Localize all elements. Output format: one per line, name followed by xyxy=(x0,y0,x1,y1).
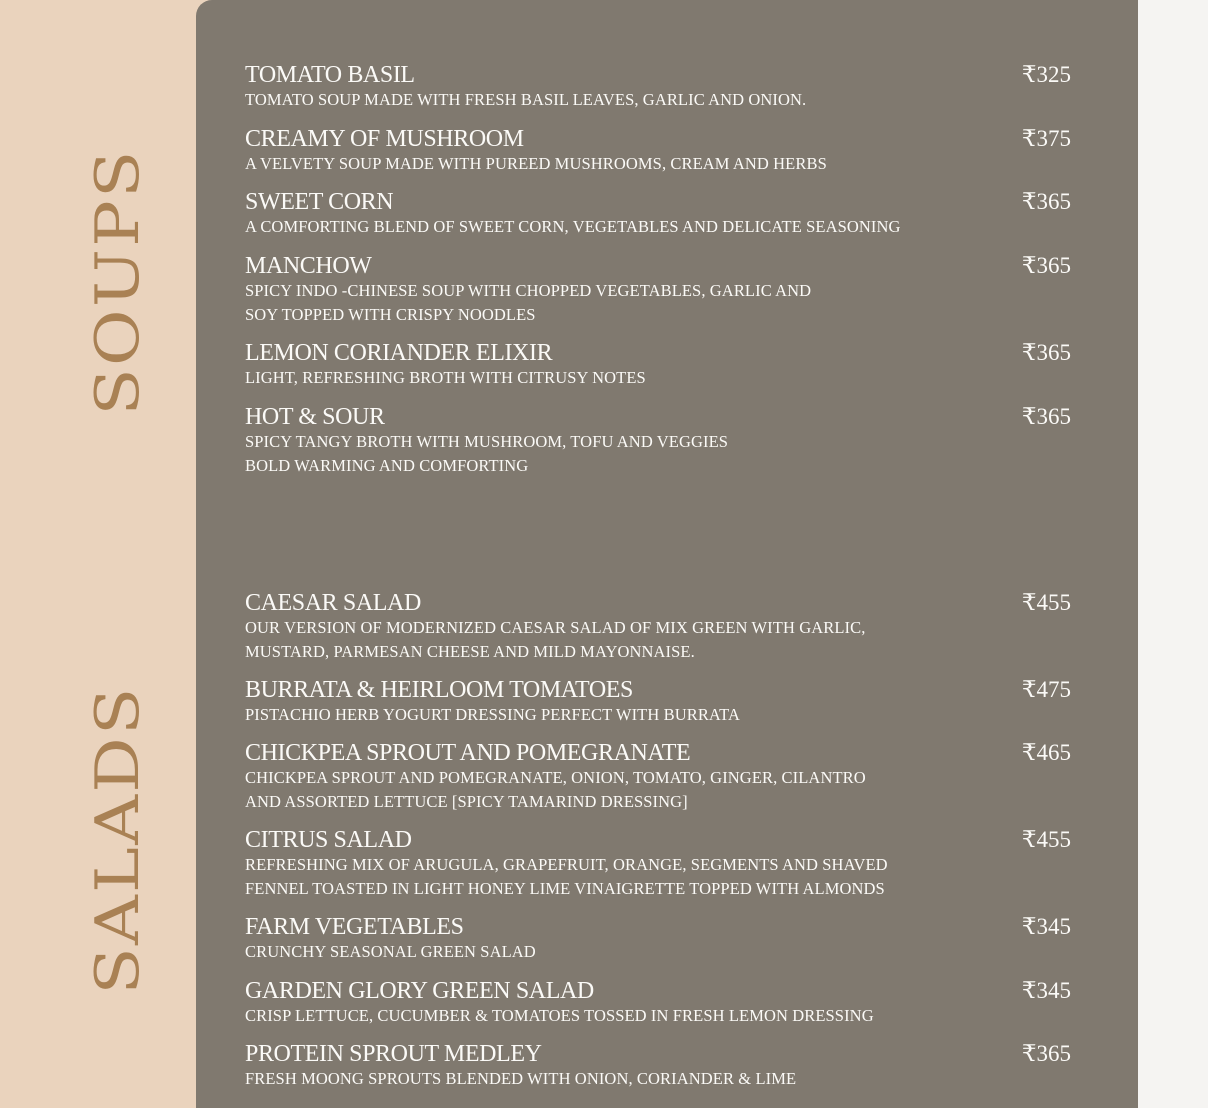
item-description: REFRESHING MIX OF ARUGULA, GRAPEFRUIT, ORANGE, SEGMENTS AND SHAVED FENNEL TOASTED IN LIGHT HONEY LIME VINAIGRETTE TOPPED WITH ALMONDS xyxy=(245,855,888,898)
item-description: SPICY INDO -CHINESE SOUP WITH CHOPPED VEGETABLES, GARLIC AND SOY TOPPED WITH CRISPY NOODLES xyxy=(245,281,812,324)
item-description: FRESH MOONG SPROUTS BLENDED WITH ONION, CORIANDER & LIME xyxy=(245,1069,797,1088)
item-description: TOMATO SOUP MADE WITH FRESH BASIL LEAVES, GARLIC AND ONION. xyxy=(245,90,807,109)
menu-item xyxy=(245,126,1071,176)
menu-item xyxy=(245,827,1071,900)
item-price: ₹345 xyxy=(1021,914,1071,939)
item-description: A COMFORTING BLEND OF SWEET CORN, VEGETABLES AND DELICATE SEASONING xyxy=(245,217,901,236)
menu-item xyxy=(245,590,1071,663)
menu-item xyxy=(245,189,1071,239)
item-price: ₹325 xyxy=(1021,62,1071,87)
menu-item xyxy=(245,978,1071,1028)
item-price: ₹345 xyxy=(1021,978,1071,1003)
item-price: ₹455 xyxy=(1021,827,1071,852)
menu-item xyxy=(245,914,1071,964)
item-price: ₹365 xyxy=(1021,253,1071,278)
item-name: PROTEIN SPROUT MEDLEY xyxy=(245,1041,542,1067)
item-name: LEMON CORIANDER ELIXIR xyxy=(245,340,553,366)
item-description: PISTACHIO HERB YOGURT DRESSING PERFECT WITH BURRATA xyxy=(245,705,740,724)
item-name: HOT & SOUR xyxy=(245,404,385,430)
item-name: CITRUS SALAD xyxy=(245,827,412,853)
item-description: CHICKPEA SPROUT AND POMEGRANATE, ONION, TOMATO, GINGER, CILANTRO AND ASSORTED LETTUCE [SPICY TAMARIND DRESSING] xyxy=(245,768,866,811)
item-price: ₹365 xyxy=(1021,404,1071,429)
item-price: ₹365 xyxy=(1021,340,1071,365)
item-description: A VELVETY SOUP MADE WITH PUREED MUSHROOMS, CREAM AND HERBS xyxy=(245,154,827,173)
item-price: ₹365 xyxy=(1021,189,1071,214)
item-price: ₹475 xyxy=(1021,677,1071,702)
menu-item xyxy=(245,404,1071,477)
menu-item xyxy=(245,677,1071,727)
menu-item xyxy=(245,1041,1071,1091)
item-name: FARM VEGETABLES xyxy=(245,914,464,940)
menu-item xyxy=(245,740,1071,813)
item-price: ₹455 xyxy=(1021,590,1071,615)
item-description: CRUNCHY SEASONAL GREEN SALAD xyxy=(245,942,536,961)
item-name: CHICKPEA SPROUT AND POMEGRANATE xyxy=(245,740,691,766)
item-name: BURRATA & HEIRLOOM TOMATOES xyxy=(245,677,634,703)
salads-section-title: SALADS xyxy=(83,685,153,995)
item-price: ₹465 xyxy=(1021,740,1071,765)
item-name: CAESAR SALAD xyxy=(245,590,421,616)
item-name: TOMATO BASIL xyxy=(245,62,415,88)
item-name: MANCHOW xyxy=(245,253,372,279)
menu-item xyxy=(245,340,1071,390)
menu-item xyxy=(245,62,1071,112)
item-name: GARDEN GLORY GREEN SALAD xyxy=(245,978,594,1004)
item-description: CRISP LETTUCE, CUCUMBER & TOMATOES TOSSED IN FRESH LEMON DRESSING xyxy=(245,1006,874,1025)
menu-item xyxy=(245,253,1071,326)
item-description: LIGHT, REFRESHING BROTH WITH CITRUSY NOTES xyxy=(245,368,646,387)
item-description: OUR VERSION OF MODERNIZED CAESAR SALAD OF MIX GREEN WITH GARLIC, MUSTARD, PARMESAN CHEESE AND MILD MAYONNAISE. xyxy=(245,618,866,661)
soups-section-title: SOUPS xyxy=(83,148,153,416)
item-price: ₹365 xyxy=(1021,1041,1071,1066)
item-name: CREAMY OF MUSHROOM xyxy=(245,126,524,152)
item-description: SPICY TANGY BROTH WITH MUSHROOM, TOFU AND VEGGIES BOLD WARMING AND COMFORTING xyxy=(245,432,729,475)
item-price: ₹375 xyxy=(1021,126,1071,151)
item-name: SWEET CORN xyxy=(245,189,394,215)
